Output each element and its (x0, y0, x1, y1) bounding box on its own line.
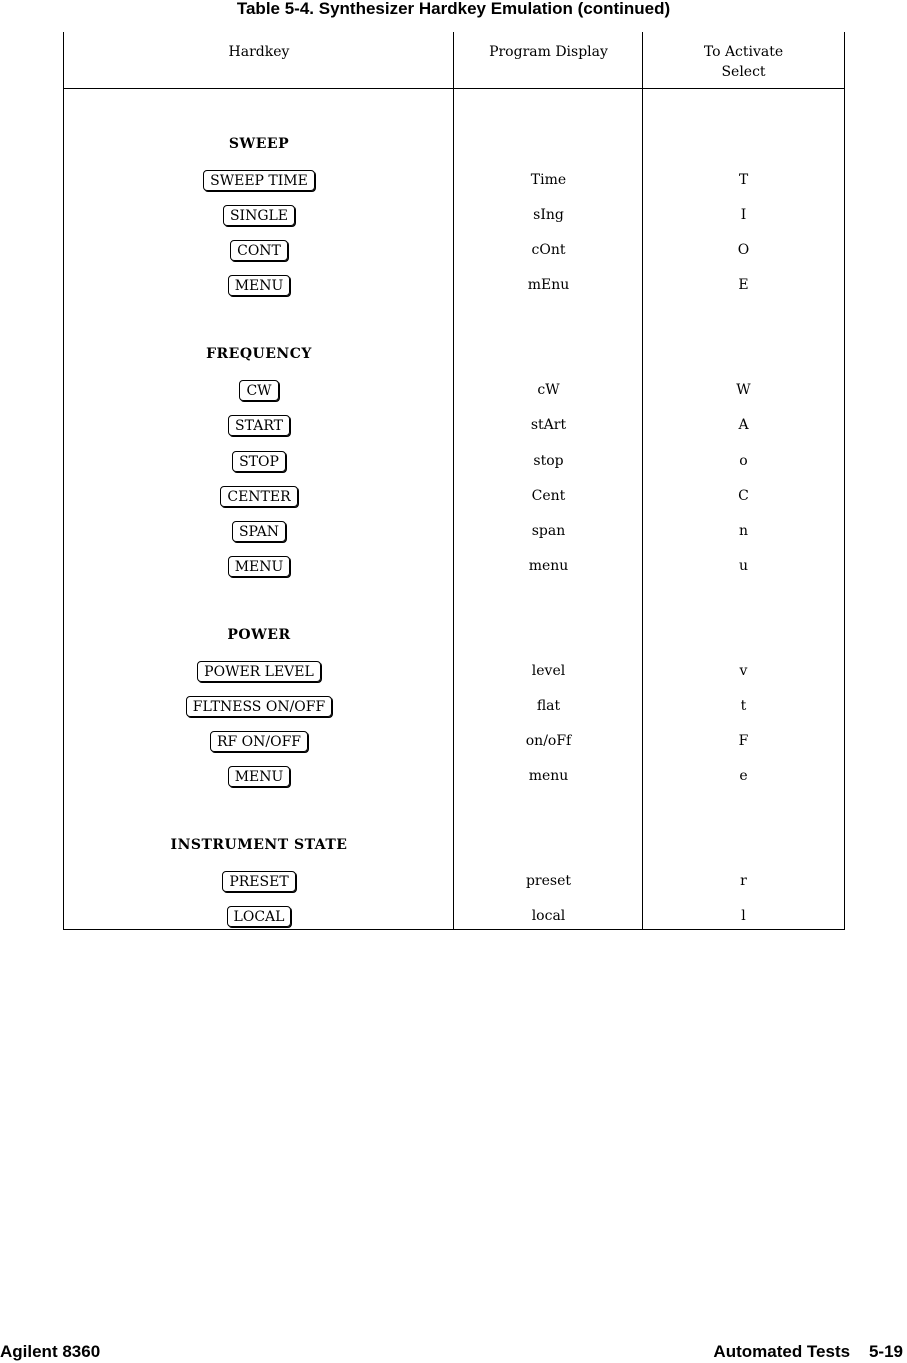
hardkey-sweep-menu: MENU (228, 275, 291, 296)
footer-section-page: Automated Tests 5-19 (713, 1342, 903, 1361)
program-display-value: on/oFf (525, 733, 572, 749)
table-row (64, 869, 844, 893)
hardkey-stop: STOP (232, 451, 286, 472)
column-divider (642, 32, 643, 929)
hardkey-emulation-table (63, 32, 845, 930)
section-row-power (64, 623, 844, 647)
hardkey-local: LOCAL (227, 906, 292, 927)
hardkey-center: CENTER (220, 486, 297, 507)
table-row (64, 554, 844, 578)
hardkey-span: SPAN (232, 521, 286, 542)
table-row (64, 168, 844, 192)
table-caption: Table 5-4. Synthesizer Hardkey Emulation (continued) (236, 0, 671, 18)
hardkey-sweep-time: SWEEP TIME (203, 170, 315, 191)
table-row (64, 273, 844, 297)
select-character: e (739, 768, 748, 784)
program-display-value: cOnt (531, 242, 566, 258)
select-character: C (738, 488, 749, 504)
table-row (64, 519, 844, 543)
select-character: F (738, 733, 749, 749)
table-row (64, 484, 844, 508)
program-display-value: menu (528, 768, 569, 784)
table-row (64, 413, 844, 437)
section-row-instrument-state (64, 833, 844, 857)
footer-product-name: Agilent 8360 (0, 1342, 101, 1361)
header-to-activate: To Activate (703, 44, 784, 60)
program-display-value: span (531, 523, 566, 539)
table-row (64, 449, 844, 473)
header-divider (64, 88, 844, 89)
header-hardkey: Hardkey (228, 44, 290, 60)
program-display-value: level (531, 663, 566, 679)
program-display-value: cW (537, 382, 560, 398)
hardkey-cont: CONT (230, 240, 288, 261)
hardkey-preset: PRESET (222, 871, 295, 892)
header-select: Select (721, 64, 766, 80)
table-row (64, 904, 844, 928)
program-display-value: menu (528, 558, 569, 574)
hardkey-cw: CW (239, 380, 278, 401)
program-display-value: flat (536, 698, 561, 714)
table-row (64, 694, 844, 718)
select-character: W (736, 382, 751, 398)
hardkey-fltness-on-off: FLTNESS ON/OFF (186, 696, 332, 717)
select-character: E (738, 277, 749, 293)
select-character: t (740, 698, 747, 714)
hardkey-frequency-menu: MENU (228, 556, 291, 577)
section-title-instrument-state: INSTRUMENT STATE (170, 837, 348, 853)
select-character: u (738, 558, 749, 574)
select-character: I (740, 207, 747, 223)
table-row (64, 729, 844, 753)
program-display-value: Cent (531, 488, 566, 504)
hardkey-power-menu: MENU (228, 766, 291, 787)
select-character: o (739, 453, 748, 469)
hardkey-single: SINGLE (223, 205, 295, 226)
table-row (64, 238, 844, 262)
hardkey-start: START (228, 415, 290, 436)
hardkey-rf-on-off: RF ON/OFF (210, 731, 308, 752)
select-character: A (738, 417, 749, 433)
section-title-power: POWER (227, 627, 291, 643)
program-display-value: stop (533, 453, 564, 469)
program-display-value: local (531, 908, 566, 924)
select-character: l (741, 908, 746, 924)
select-character: v (739, 663, 748, 679)
select-character: T (738, 172, 749, 188)
program-display-value: Time (530, 172, 567, 188)
table-row (64, 203, 844, 227)
table-row (64, 659, 844, 683)
program-display-value: preset (525, 873, 572, 889)
section-row-sweep (64, 132, 844, 156)
select-character: r (740, 873, 747, 889)
section-row-frequency (64, 342, 844, 366)
select-character: n (738, 523, 749, 539)
section-title-frequency: FREQUENCY (206, 346, 312, 362)
program-display-value: stArt (530, 417, 567, 433)
column-divider (453, 32, 454, 929)
header-program-display: Program Display (489, 44, 608, 60)
select-character: O (737, 242, 750, 258)
table-row (64, 764, 844, 788)
program-display-value: sIng (533, 207, 564, 223)
table-row (64, 378, 844, 402)
program-display-value: mEnu (527, 277, 570, 293)
section-title-sweep: SWEEP (228, 136, 290, 152)
hardkey-power-level: POWER LEVEL (197, 661, 321, 682)
